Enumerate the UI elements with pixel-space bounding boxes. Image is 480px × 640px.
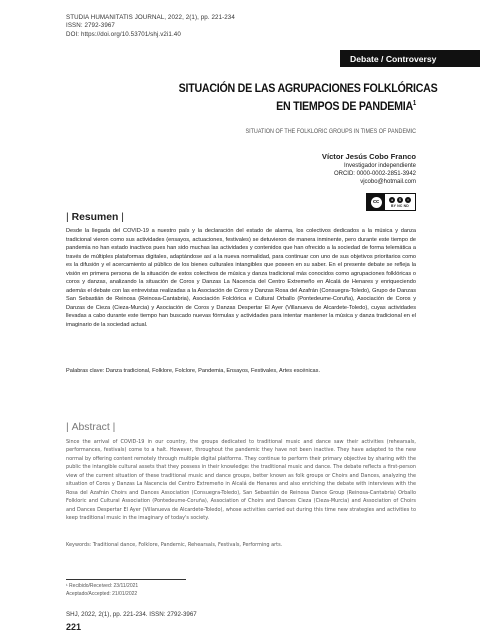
article-title [140,81,438,114]
title-line-2 [179,96,416,114]
resumen-heading-text: Resumen [71,212,119,223]
title-line-1: SITUACIÓN DE LAS AGRUPACIONES FOLKLÓRICAS [178,81,438,95]
keywords-es: Palabras clave: Danza tradicional, Folklore, Folclore, Pandemia, Ensayos, Festivales, Artes escénicas. [66,368,321,374]
footnote [66,582,138,598]
journal-header [66,14,235,39]
cc-license-badge[interactable] [366,193,416,211]
footer-citation: SHJ, 2022, 2(1), pp. 221-234. ISSN: 2792-3967 [66,611,197,618]
page-number: 221 [66,622,82,632]
cc-conditions-label: BY NC ND [391,203,409,208]
abstract-body: Since the arrival of COVID-19 in our country, the groups dedicated to traditional music and dance saw their activities (rehearsals, performances, festivals) come to a halt. However, throughout the pandemic they have not been inactive. They have adapted to the new normal by offering content remotely through multiple digital platforms. They continue to perform their primary objective by sharing with the public the intangible cultural assets that they possess in their knowledge: the traditional music and dance. The debate reflects a first-person view of the current situation of these traditional music and dance groups, better known as folk groups or Choirs and Dances, analyzing the situation of Coros y Danzas La Nacencia del Centro Extremeño in Alcalá de Henares and also enriching the debate with interviews with the Rosa del Azafrán Choirs and Dances Association (Consuegra-Toledo), San Sebastián de Reinosa Dance Group (Reinosa-Cantabria) Orballo Folkloric and Cultural Association (Pontedeume-Coruña), Association of Choirs and Dances Cieza (Cieza-Murcia) and Association of Choirs and Dances Despertar El Ayer (Villanueva de Alcardete-Toledo), whose activities carried out during this time new strategies and activities to keep traditional music in the imaginary of today's society. [66,439,416,522]
section-tag-label: Debate / Controversy [350,53,437,64]
author-orcid[interactable]: ORCID: 0000-0002-2851-3942 [333,171,416,178]
noncommercial-icon: $ [397,197,403,203]
cc-condition-icons [389,197,411,203]
resumen-body: Desde la llegada del COVID-19 a nuestro país y la declaración del estado de alarma, los colectivos dedicados a la música y danza tradicional vieron como sus actividades (ensayos, actuaciones, festivales) se detuvieron de manera inminente, pero durante este tiempo de pandemia no han estado inactivos pues han sido muchas las actividades y contenidos que han ofrecido a la sociedad de forma telemática a través de múltiples plataformas digitales, adaptándose así a la nueva normalidad, para continuar con uno de sus objetivos prioritarios como es la difusión y el acercamiento al público de los bienes culturales intangibles que poseen en su saber. En el presente debate se refleja la visión en primera persona de la situación de estos colectivos de música y danza tradicional más conocidos como agrupaciones folklóricas o coros y danzas, analizando la situación de Coros y Danzas La Nacencia del Centro Extremeño en Alcalá de Henares y enriqueciendo además el debate con las entrevistas realizadas a la Asociación de Coros y Danzas Rosa del Azafrán (Consuegra-Toledo), Grupo de Danzas San Sebastián de Reinosa (Reinosa-Cantabria), Asociación Folclórica e Cultural Orballo (Pontedeume-Coruña), Asociación de Coros y Danzas de Cieza (Cieza-Murcia) y Asociación de Coros y Danzas Despertar El Ayer (Villanueva de Alcardete-Toledo), cuyas actividades llevadas a cabo durante este tiempo han buscado nuevas fórmulas y actividades para intentar mantener la música y danza tradicional en el imaginario de la sociedad actual. [66,228,416,329]
accepted-date: Aceptado/Accepted: 21/01/2022 [66,591,138,597]
heading-bar-right: | [109,422,116,433]
title-footnote-marker[interactable]: 1 [412,100,416,107]
title-line-2-text: EN TIEMPOS DE PANDEMIA [276,99,413,114]
keywords-en: Keywords: Traditional dance, Folklore, Pandemic, Rehearsals, Festivals, Performing arts. [66,542,283,548]
abstract-heading-text: Abstract [71,422,110,433]
heading-bar-left: | [66,422,72,433]
doi-link[interactable]: DOI: https://doi.org/10.53701/shj.v2i1.40 [66,30,181,38]
section-tag [340,50,480,67]
heading-bar-left: | [66,212,72,223]
noderivatives-icon: = [406,197,410,202]
cc-icon: cc [371,197,382,208]
author-affiliation: Investigador independiente [343,163,416,169]
heading-bar-right: | [118,212,124,223]
cc-logo [367,194,385,210]
attribution-icon: ● [390,197,394,202]
journal-citation-line: STUDIA HUMANITATIS JOURNAL, 2022, 2(1), pp. 221-234 [66,14,235,21]
resumen-heading [66,212,124,223]
article-subtitle: SITUATION OF THE FOLKLORIC GROUPS IN TIMES OF PANDEMIC [245,128,416,135]
issn-line: ISSN: 2792-3967 [66,22,115,30]
footnote-divider [66,579,186,580]
author-block [240,152,416,187]
abstract-heading [66,422,115,433]
cc-conditions [385,194,415,210]
received-date: ¹ Recibido/Received: 23/11/2021 [66,583,139,589]
author-email[interactable]: vjcobo@hotmail.com [360,179,416,186]
author-name: Víctor Jesús Cobo Franco [321,152,416,161]
